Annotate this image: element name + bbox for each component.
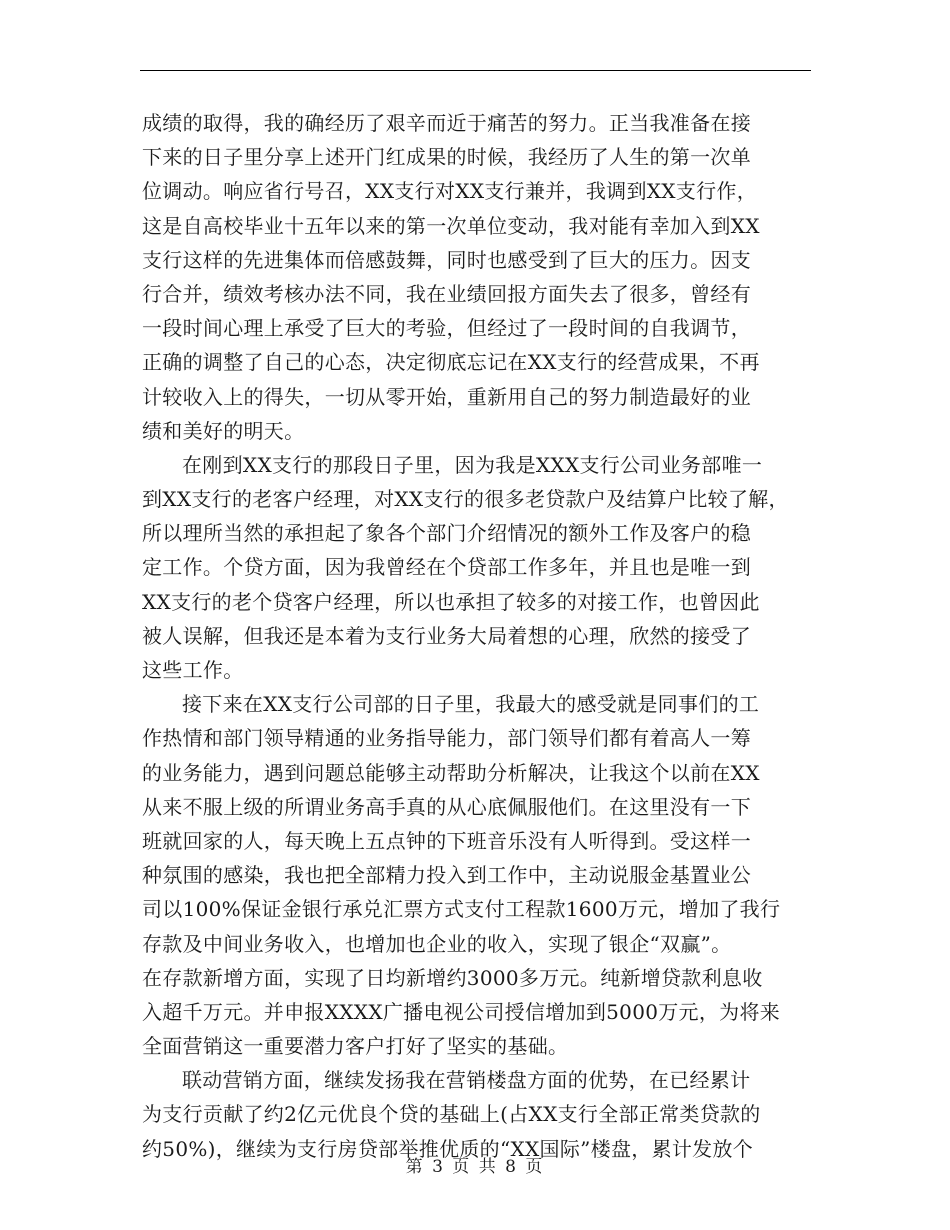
paragraph-2 xyxy=(142,448,822,687)
text-line: 支行这样的先进集体而倍感鼓舞，同时也感受到了巨大的压力。因支 xyxy=(142,247,751,272)
text-line: 在刚到XX支行的那段日子里，因为我是XXX支行公司业务部唯一 xyxy=(182,452,763,477)
text-line: 约50%)，继续为支行房贷部举推优质的“XX国际”楼盘，累计发放个 xyxy=(142,1136,754,1161)
text-line: 被人误解，但我还是本着为支行业务大局着想的心理，欣然的接受了 xyxy=(142,623,751,648)
header-rule xyxy=(140,70,811,71)
text-line: 接下来在XX支行公司部的日子里，我最大的感受就是同事们的工 xyxy=(182,692,760,717)
text-line: 联动营销方面，继续发扬我在营销楼盘方面的优势，在已经累计 xyxy=(182,1068,751,1093)
paragraph-3 xyxy=(142,687,822,1063)
text-line: 这是自高校毕业十五年以来的第一次单位变动，我对能有幸加入到XX xyxy=(142,213,760,238)
text-line: XX支行的老个贷客户经理，所以也承担了较多的对接工作，也曾因此 xyxy=(142,589,760,614)
text-line: 定工作。个贷方面，因为我曾经在个贷部工作多年，并且也是唯一到 xyxy=(142,555,751,580)
text-line: 在存款新增方面，实现了日均新增约3000多万元。纯新增贷款利息收 xyxy=(142,965,763,990)
text-line: 班就回家的人，每天晚上五点钟的下班音乐没有人听得到。受这样一 xyxy=(142,828,751,853)
paragraph-4 xyxy=(142,1063,822,1166)
text-line: 从来不服上级的所谓业务高手真的从心底佩服他们。在这里没有一下 xyxy=(142,794,751,819)
text-line: 种氛围的感染，我也把全部精力投入到工作中，主动说服金基置业公 xyxy=(142,863,751,888)
text-line: 为支行贡献了约2亿元优良个贷的基础上(占XX支行全部正常类贷款的 xyxy=(142,1102,761,1127)
paragraph-1 xyxy=(142,106,822,448)
document-body xyxy=(142,106,822,1166)
text-line: 正确的调整了自己的心态，决定彻底忘记在XX支行的经营成果，不再 xyxy=(142,350,760,375)
text-line: 位调动。响应省行号召，XX支行对XX支行兼并，我调到XX支行作， xyxy=(142,179,758,204)
text-line: 所以理所当然的承担起了象各个部门介绍情况的额外工作及客户的稳 xyxy=(142,521,751,546)
text-line: 下来的日子里分享上述开门红成果的时候，我经历了人生的第一次单 xyxy=(142,145,751,170)
text-line: 入超千万元。并申报XXXX广播电视公司授信增加到5000万元，为将来 xyxy=(142,999,781,1024)
page-number-footer: 第 3 页 共 8 页 xyxy=(405,1157,545,1177)
text-line: 存款及中间业务收入，也增加也企业的收入，实现了银企“双赢”。 xyxy=(142,931,732,956)
text-line: 到XX支行的老客户经理，对XX支行的很多老贷款户及结算户比较了解， xyxy=(142,487,789,512)
text-line: 作热情和部门领导精通的业务指导能力，部门领导们都有着高人一筹 xyxy=(142,726,751,751)
text-line: 绩和美好的明天。 xyxy=(142,418,305,443)
text-line: 全面营销这一重要潜力客户打好了坚实的基础。 xyxy=(142,1034,569,1059)
text-line: 计较收入上的得失，一切从零开始，重新用自己的努力制造最好的业 xyxy=(142,384,751,409)
text-line: 成绩的取得，我的确经历了艰辛而近于痛苦的努力。正当我准备在接 xyxy=(142,111,751,135)
text-line: 行合并，绩效考核办法不同，我在业绩回报方面失去了很多，曾经有 xyxy=(142,281,751,306)
text-line: 司以100%保证金银行承兑汇票方式支付工程款1600万元，增加了我行 xyxy=(142,897,781,922)
text-line: 这些工作。 xyxy=(142,658,244,682)
text-line: 的业务能力，遇到问题总能够主动帮助分析解决，让我这个以前在XX xyxy=(142,760,760,785)
text-line: 一段时间心理上承受了巨大的考验，但经过了一段时间的自我调节， xyxy=(142,316,751,341)
